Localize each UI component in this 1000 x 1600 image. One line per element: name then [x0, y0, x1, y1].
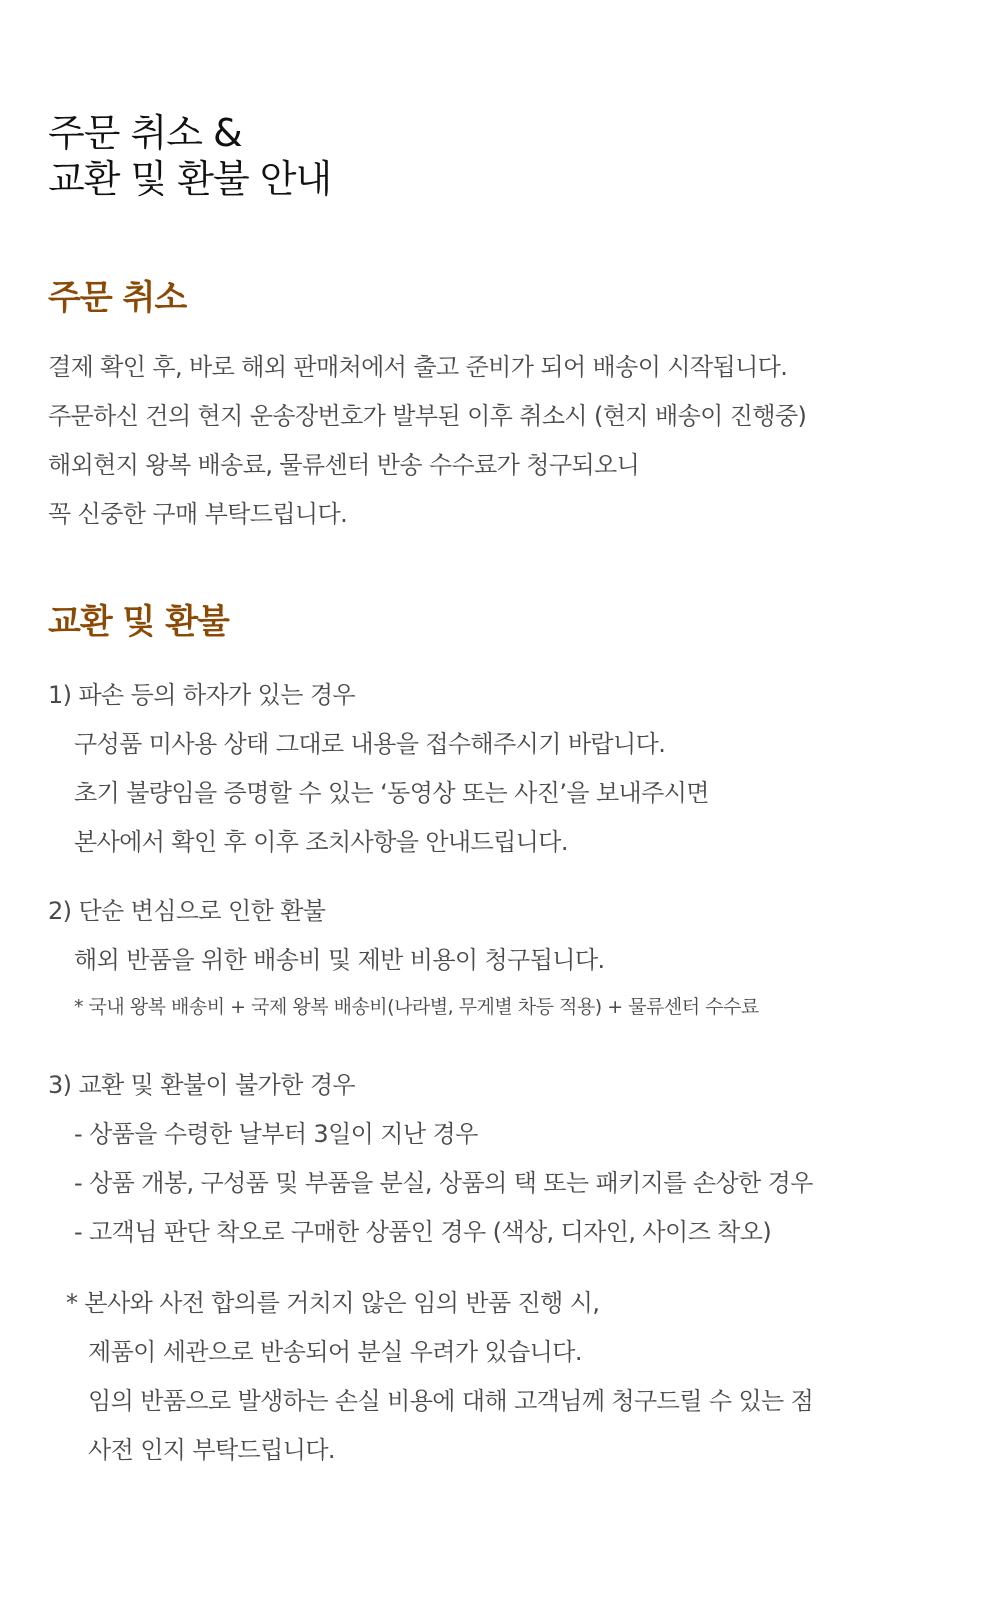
warning-line: * 본사와 사전 합의를 거치지 않은 임의 반품 진행 시,: [66, 1289, 600, 1317]
shipping-fee-note: * 국내 왕복 배송비 + 국제 왕복 배송비(나라별, 무게별 차등 적용) + 물류센터 수수료: [74, 996, 759, 1018]
change-of-mind-block: [48, 887, 759, 1030]
defect-case-heading: 1) 파손 등의 하자가 있는 경우: [48, 681, 356, 709]
change-of-mind-line: 해외 반품을 위한 배송비 및 제반 비용이 청구됩니다.: [74, 946, 605, 974]
page-title-line-2: 교환 및 환불 안내: [48, 157, 332, 201]
cancel-line: 주문하신 건의 현지 운송장번호가 발부된 이후 취소시 (현지 배송이 진행중): [48, 402, 807, 430]
warning-line: 제품이 세관으로 반송되어 분실 우려가 있습니다.: [88, 1338, 582, 1366]
cancel-line: 해외현지 왕복 배송료, 물류센터 반송 수수료가 청구되오니: [48, 451, 640, 479]
cancel-line: 결제 확인 후, 바로 해외 판매처에서 출고 준비가 되어 배송이 시작됩니다.: [48, 353, 788, 381]
exchange-section-heading: 교환 및 환불: [48, 602, 229, 642]
not-allowed-item: - 상품을 수령한 날부터 3일이 지난 경우: [74, 1120, 478, 1148]
defect-case-block: [48, 671, 709, 867]
cancel-line: 꼭 신중한 구매 부탁드립니다.: [48, 500, 348, 528]
page-title-line-1: 주문 취소 &: [48, 111, 242, 155]
warning-line: 임의 반품으로 발생하는 손실 비용에 대해 고객님께 청구드릴 수 있는 점: [88, 1387, 814, 1415]
cancel-section-heading: 주문 취소: [48, 278, 187, 318]
defect-case-line: 구성품 미사용 상태 그대로 내용을 접수해주시기 바랍니다.: [74, 730, 666, 758]
change-of-mind-heading: 2) 단순 변심으로 인한 환불: [48, 897, 326, 925]
defect-case-line: 초기 불량임을 증명할 수 있는 ‘동영상 또는 사진’을 보내주시면: [74, 779, 709, 807]
defect-case-line: 본사에서 확인 후 이후 조치사항을 안내드립니다.: [74, 828, 568, 856]
not-allowed-block: [48, 1061, 813, 1257]
not-allowed-item: - 고객님 판단 착오로 구매한 상품인 경우 (색상, 디자인, 사이즈 착오): [74, 1218, 772, 1246]
not-allowed-heading: 3) 교환 및 환불이 불가한 경우: [48, 1071, 356, 1099]
warning-line: 사전 인지 부탁드립니다.: [88, 1436, 335, 1464]
unauthorized-return-warning: [66, 1279, 813, 1475]
cancel-section-body: [48, 343, 806, 539]
not-allowed-item: - 상품 개봉, 구성품 및 부품을 분실, 상품의 택 또는 패키지를 손상한 경우: [74, 1169, 813, 1197]
page-title: [48, 110, 331, 202]
